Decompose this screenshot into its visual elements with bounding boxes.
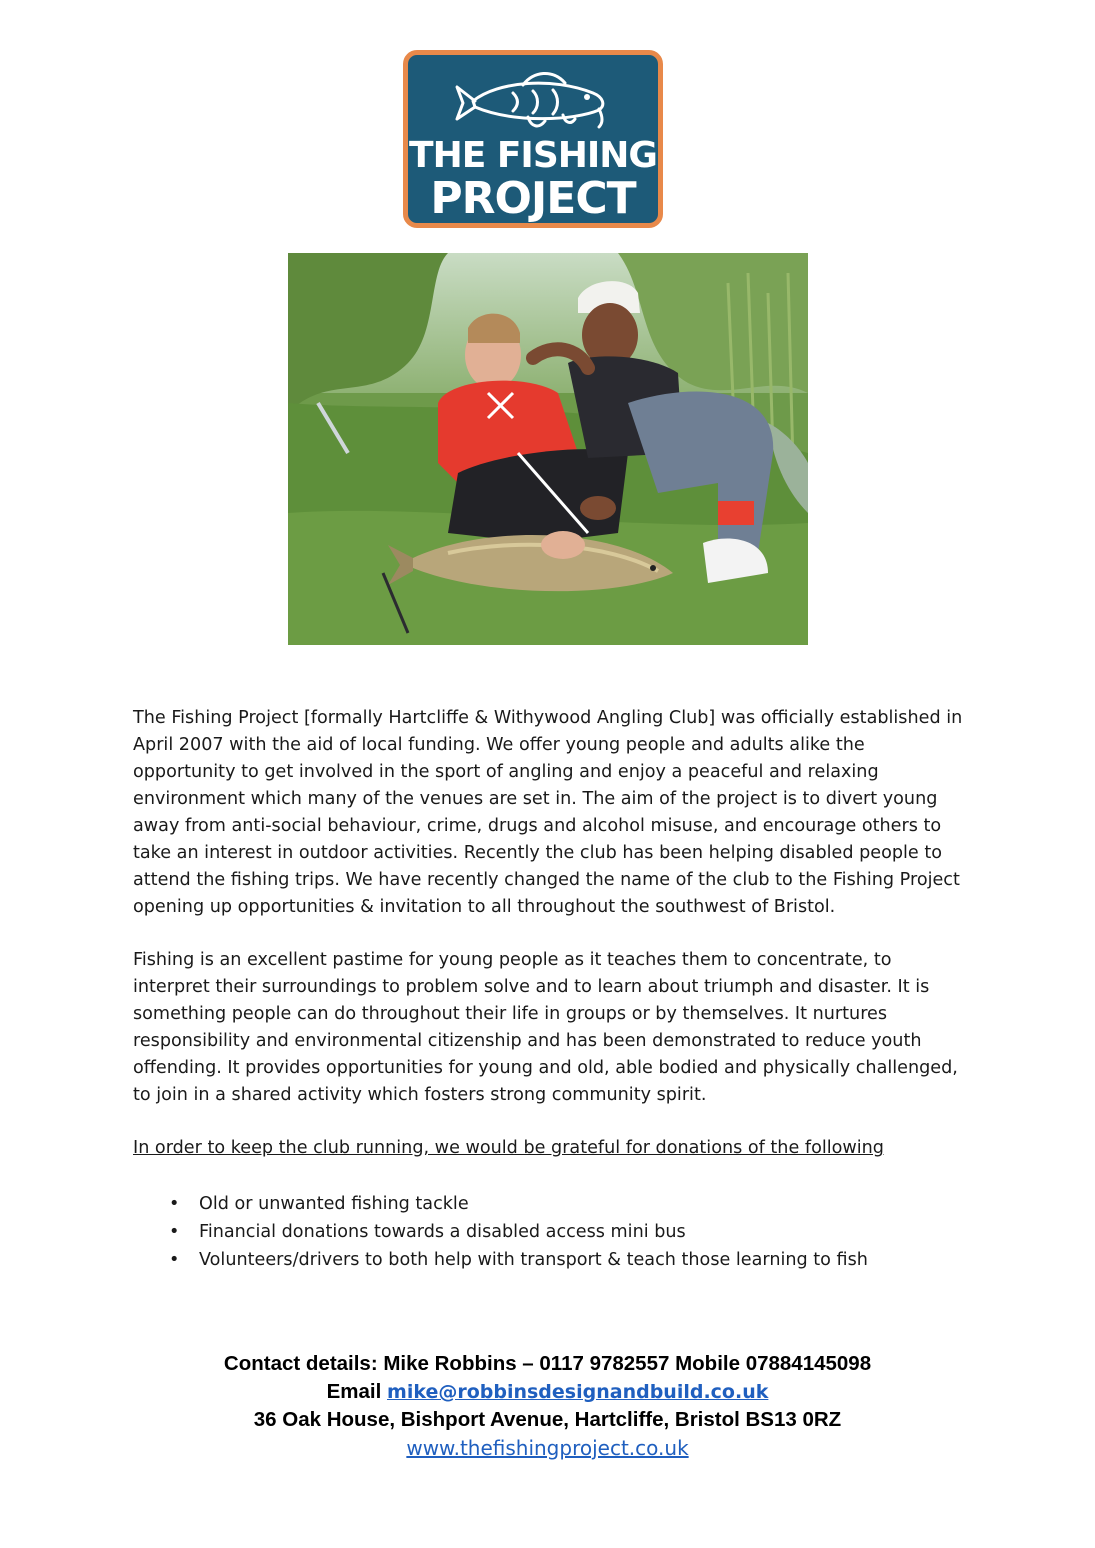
photo-illustration (288, 253, 808, 645)
fish-catch-photo (288, 253, 808, 645)
contact-address: 36 Oak House, Bishport Avenue, Hartcliffe, Bristol BS13 0RZ (253, 1408, 842, 1431)
contact-details: Contact details: Mike Robbins – 0117 9782557 Mobile 07884145098 (223, 1352, 872, 1375)
donation-appeal-heading: In order to keep the club running, we would be grateful for donations of the following (133, 1138, 884, 1158)
benefits-paragraph: Fishing is an excellent pastime for young people as it teaches them to concentrate, to interpret their surroundings to problem solve and to learn about triumph and disaster. It is something people can do throughout their life in groups or by themselves. It nurtures responsibility and environmental citizenship and has been demonstrated to reduce youth offending. It provides opportunities for young and old, able bodied and physically challenged, to join in a shared activity which fosters strong community spirit. (133, 950, 958, 1105)
intro-paragraph: The Fishing Project [formally Hartcliffe & Withywood Angling Club] was officially established in April 2007 with the aid of local funding. We offer young people and adults alike the opportunity to get involved in the sport of angling and enjoy a peaceful and relaxing environment which many of the venues are set in. The aim of the project is to divert young away from anti-social behaviour, crime, drugs and alcohol misuse, and encourage others to take an interest in outdoor activities. Recently the club has been helping disabled people to attend the fishing trips. We have recently changed the name of the club to the Fishing Project opening up opportunities & invitation to all throughout the southwest of Bristol. (133, 708, 963, 917)
fishing-project-logo (403, 50, 663, 228)
email-label: Email (326, 1380, 382, 1403)
list-item: • Volunteers/drivers to both help with transport & teach those learning to fish (165, 1246, 965, 1274)
website-line (0, 1436, 1095, 1460)
list-item: • Financial donations towards a disabled access mini bus (165, 1218, 965, 1246)
bullet-icon: • (169, 1222, 180, 1242)
contact-email-line (0, 1380, 1095, 1404)
email-link[interactable]: mike@robbinsdesignandbuild.co.uk (387, 1381, 769, 1403)
logo-title-line1: THE FISHING (409, 135, 657, 176)
logo-title-line2: PROJECT (430, 173, 636, 224)
bullet-icon: • (169, 1194, 180, 1214)
website-link[interactable]: www.thefishingproject.co.uk (406, 1436, 689, 1460)
list-item: • Old or unwanted fishing tackle (165, 1190, 965, 1218)
bullet-icon: • (169, 1250, 180, 1270)
carp-fish-icon (453, 63, 613, 135)
donation-list (165, 1190, 965, 1274)
